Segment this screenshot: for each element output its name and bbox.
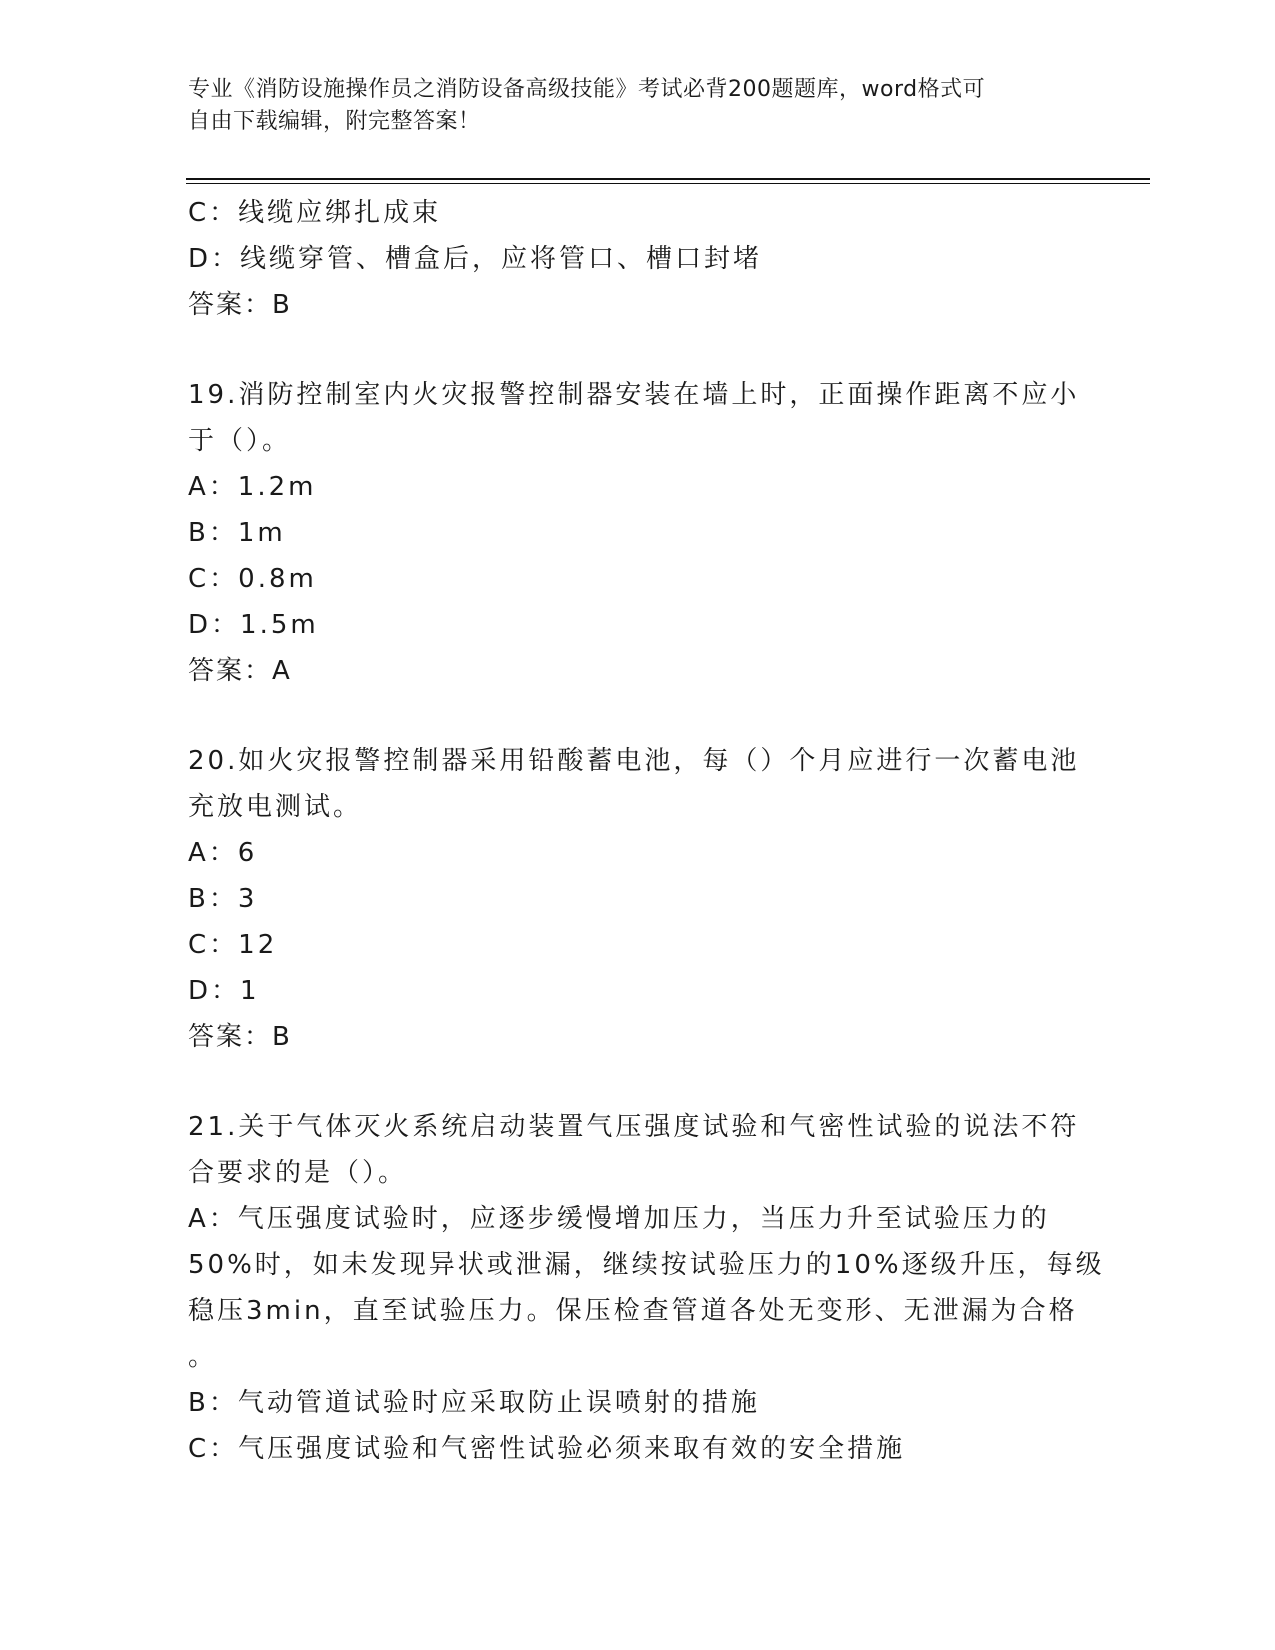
option-b: B：3: [188, 884, 258, 914]
question-stem-cont: 充放电测试。: [188, 792, 363, 822]
option-d: D：1: [188, 976, 260, 1006]
question-stem: 19.消防控制室内火灾报警控制器安装在墙上时，正面操作距离不应小: [188, 380, 1080, 410]
option-a-cont: 稳压3min，直至试验压力。保压检查管道各处无变形、无泄漏为合格: [188, 1296, 1078, 1326]
option-d: D：线缆穿管、槽盒后，应将管口、槽口封堵: [188, 244, 763, 274]
answer: 答案：A: [188, 656, 292, 686]
option-b: B：1m: [188, 518, 286, 548]
answer: 答案：B: [188, 1022, 292, 1052]
header-line-2: 自由下载编辑，附完整答案！: [188, 109, 481, 134]
question-stem: 20.如火灾报警控制器采用铅酸蓄电池，每（）个月应进行一次蓄电池: [188, 746, 1080, 776]
option-a: A：气压强度试验时，应逐步缓慢增加压力，当压力升至试验压力的: [188, 1204, 1050, 1234]
header-rule-thin: [186, 183, 1150, 184]
option-a-cont: 。: [188, 1342, 218, 1372]
question-20: [188, 738, 1088, 1060]
document-body: [188, 190, 1105, 1472]
option-c: C：12: [188, 930, 278, 960]
header-line-1: 专业《消防设施操作员之消防设备高级技能》考试必背200题题库，word格式可: [188, 77, 986, 102]
option-a-cont: 50%时，如未发现异状或泄漏，继续按试验压力的10%逐级升压，每级: [188, 1250, 1105, 1280]
option-a: A：1.2m: [188, 472, 317, 502]
option-c: C：0.8m: [188, 564, 317, 594]
question-stem-cont: 于（）。: [188, 426, 292, 456]
header-rule-thick: [186, 178, 1150, 180]
option-a: A：6: [188, 838, 258, 868]
question-stem-cont: 合要求的是（）。: [188, 1158, 408, 1188]
question-19: [188, 372, 1088, 694]
document-header: [188, 74, 1088, 138]
option-b: B：气动管道试验时应采取防止误喷射的措施: [188, 1388, 760, 1418]
option-d: D：1.5m: [188, 610, 319, 640]
question-stem: 21.关于气体灭火系统启动装置气压强度试验和气密性试验的说法不符: [188, 1112, 1080, 1142]
answer: 答案：B: [188, 290, 292, 320]
question-21: [188, 1104, 1105, 1472]
option-c: C：气压强度试验和气密性试验必须来取有效的安全措施: [188, 1434, 906, 1464]
option-c: C：线缆应绑扎成束: [188, 198, 442, 228]
